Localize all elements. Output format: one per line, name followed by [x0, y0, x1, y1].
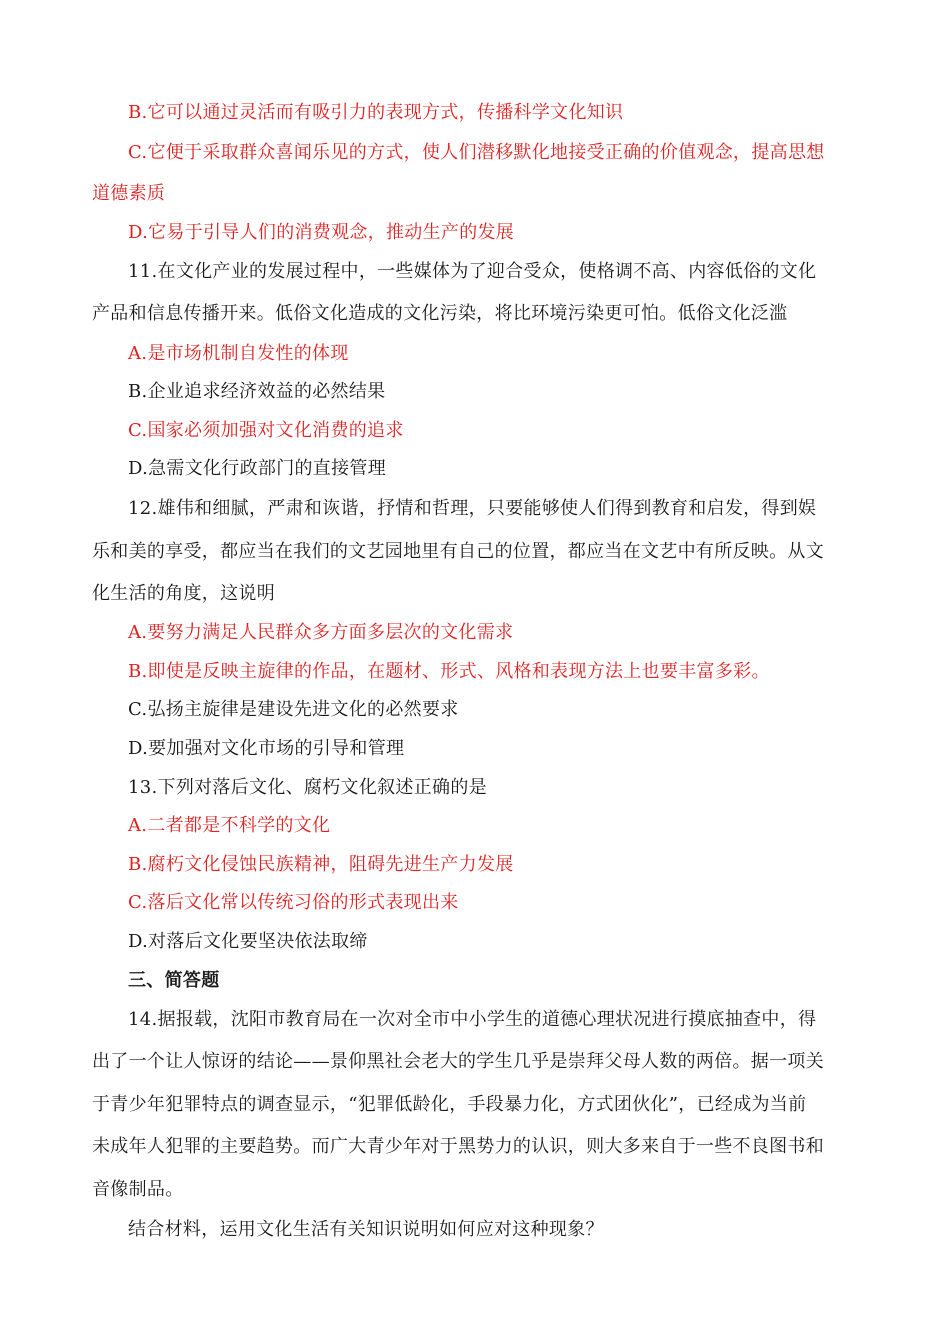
question-14-line-2: 出了一个让人惊讶的结论——景仰黑社会老大的学生几乎是崇拜父母人数的两倍。据一项关	[92, 1051, 824, 1072]
q11-option-b: B.企业追求经济效益的必然结果	[128, 381, 386, 402]
question-14-stem: 14.据报载，沈阳市教育局在一次对全市中小学生的道德心理状况进行摸底抽查中，得	[128, 1009, 817, 1030]
question-11-stem-cont: 产品和信息传播开来。低俗文化造成的文化污染，将比环境污染更可怕。低俗文化泛滥	[92, 303, 788, 324]
question-14-line-4: 未成年人犯罪的主要趋势。而广大青少年对于黑势力的认识，则大多来自于一些不良图书和	[92, 1136, 824, 1157]
q11-option-a: A.是市场机制自发性的体现	[128, 343, 349, 364]
question-14-prompt: 结合材料，运用文化生活有关知识说明如何应对这种现象？	[128, 1219, 604, 1240]
q12-option-b: B.即使是反映主旋律的作品，在题材、形式、风格和表现方法上也要丰富多彩。	[128, 661, 770, 682]
question-11-stem: 11.在文化产业的发展过程中，一些媒体为了迎合受众，使格调不高、内容低俗的文化	[128, 261, 817, 282]
option-c-line: C.它便于采取群众喜闻乐见的方式，使人们潜移默化地接受正确的价值观念，提高思想	[128, 142, 825, 163]
q13-option-c: C.落后文化常以传统习俗的形式表现出来	[128, 892, 459, 913]
section-heading: 三、简答题	[128, 970, 220, 991]
option-c-continuation: 道德素质	[92, 183, 166, 204]
q13-option-b: B.腐朽文化侵蚀民族精神，阻碍先进生产力发展	[128, 854, 514, 875]
option-b-line: B.它可以通过灵活而有吸引力的表现方式，传播科学文化知识	[128, 102, 624, 123]
question-12-stem: 12.雄伟和细腻，严肃和诙谐，抒情和哲理，只要能够使人们得到教育和启发，得到娱	[128, 498, 817, 519]
question-14-line-5: 音像制品。	[92, 1179, 184, 1200]
q12-option-d: D.要加强对文化市场的引导和管理	[128, 738, 405, 759]
q11-option-c: C.国家必须加强对文化消费的追求	[128, 420, 404, 441]
question-12-stem-end: 化生活的角度，这说明	[92, 583, 275, 604]
q11-option-d: D.急需文化行政部门的直接管理	[128, 458, 387, 479]
q12-option-a: A.要努力满足人民群众多方面多层次的文化需求	[128, 622, 514, 643]
question-13-stem: 13.下列对落后文化、腐朽文化叙述正确的是	[128, 777, 487, 798]
q13-option-d: D.对落后文化要坚决依法取缔	[128, 931, 368, 952]
q13-option-a: A.二者都是不科学的文化	[128, 815, 331, 836]
option-d-line: D.它易于引导人们的消费观念，推动生产的发展	[128, 222, 515, 243]
q12-option-c: C.弘扬主旋律是建设先进文化的必然要求	[128, 699, 459, 720]
question-12-stem-cont: 乐和美的享受，都应当在我们的文艺园地里有自己的位置，都应当在文艺中有所反映。从文	[92, 541, 824, 562]
question-14-line-3: 于青少年犯罪特点的调查显示，“犯罪低龄化，手段暴力化，方式团伙化”，已经成为当前	[92, 1094, 807, 1115]
